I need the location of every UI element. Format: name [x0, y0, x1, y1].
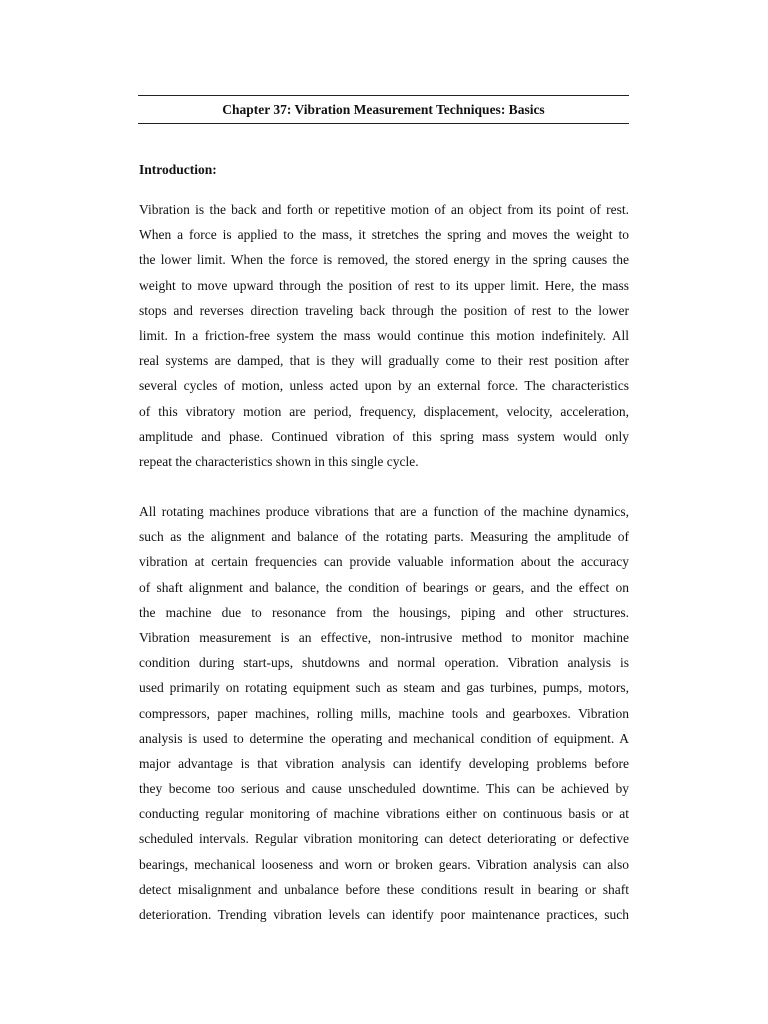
- paragraph-2-line: deterioration. Trending vibration levels can identify poor maintenance practices, such: [139, 907, 629, 922]
- paragraph-2-line: Vibration measurement is an effective, non-intrusive method to monitor machine: [139, 629, 629, 645]
- paragraph-1-line: repeat the characteristics shown in this single cycle.: [139, 453, 419, 469]
- paragraph-1-line: several cycles of motion, unless acted upon by an external force. The characteristics: [139, 378, 629, 394]
- paragraph-1-line: the lower limit. When the force is removed, the stored energy in the spring causes the: [139, 252, 629, 268]
- paragraph-1-line: real systems are damped, that is they will gradually come to their rest position after: [139, 353, 629, 369]
- paragraph-2-line: analysis is used to determine the operating and mechanical condition of equipment. A: [139, 730, 629, 746]
- paragraph-2-line: they become too serious and cause unscheduled downtime. This can be achieved by: [139, 781, 629, 797]
- paragraph-2-line: condition during start-ups, shutdowns and normal operation. Vibration analysis is: [139, 655, 629, 671]
- title-bottom-rule: [138, 123, 629, 124]
- paragraph-1-line: amplitude and phase. Continued vibration of this spring mass system would only: [139, 428, 629, 444]
- paragraph-1-line: limit. In a friction-free system the mass would continue this motion indefinitely. All: [139, 327, 629, 343]
- paragraph-1: [139, 197, 629, 474]
- paragraph-2-line: of shaft alignment and balance, the condition of bearings or gears, and the effect on: [139, 579, 629, 595]
- paragraph-2-line: scheduled intervals. Regular vibration monitoring can detect deteriorating or defective: [139, 831, 629, 847]
- paragraph-2-line: used primarily on rotating equipment such as steam and gas turbines, pumps, motors,: [139, 680, 629, 696]
- section-heading: Introduction:: [139, 162, 217, 177]
- paragraph-2-line: vibration at certain frequencies can provide valuable information about the accuracy: [139, 554, 629, 570]
- paragraph-2-line: All rotating machines produce vibrations that are a function of the machine dynamics,: [139, 504, 629, 519]
- paragraph-2-line: detect misalignment and unbalance before these conditions result in bearing or shaft: [139, 881, 629, 897]
- paragraph-2-line: compressors, paper machines, rolling mills, machine tools and gearboxes. Vibration: [139, 705, 629, 721]
- paragraph-1-line: of this vibratory motion are period, frequency, displacement, velocity, acceleration,: [139, 403, 629, 419]
- paragraph-2-line: the machine due to resonance from the housings, piping and other structures.: [139, 604, 629, 620]
- paragraph-1-line: Vibration is the back and forth or repetitive motion of an object from its point of rest.: [139, 202, 629, 217]
- paragraph-2-line: conducting regular monitoring of machine vibrations either on continuous basis or at: [139, 806, 629, 822]
- chapter-title: Chapter 37: Vibration Measurement Techniques: Basics: [222, 102, 545, 117]
- paragraph-2-line: bearings, mechanical looseness and worn or broken gears. Vibration analysis can also: [139, 856, 629, 872]
- paragraph-1-line: When a force is applied to the mass, it stretches the spring and moves the weight to: [139, 227, 629, 243]
- paragraph-2-line: major advantage is that vibration analysis can identify developing problems before: [139, 755, 629, 771]
- paragraph-2: [139, 499, 629, 927]
- paragraph-1-line: stops and reverses direction traveling back through the position of rest to the lower: [139, 302, 629, 318]
- paragraph-1-line: weight to move upward through the position of rest to its upper limit. Here, the mass: [139, 277, 629, 293]
- paragraph-2-line: such as the alignment and balance of the rotating parts. Measuring the amplitude of: [139, 529, 629, 545]
